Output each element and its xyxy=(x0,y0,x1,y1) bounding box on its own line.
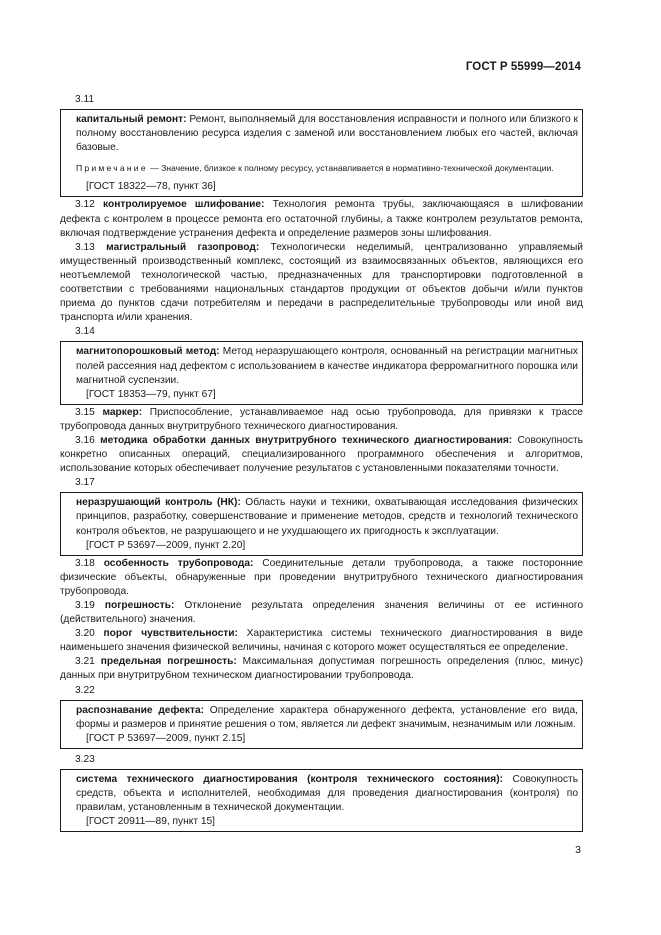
term: порог чувствительности: xyxy=(103,628,238,640)
source-reference: [ГОСТ 20911—89, пункт 15] xyxy=(86,816,215,828)
entry-number: 3.23 xyxy=(75,753,95,765)
term: система технического диагностирования (контроля технического состояния): xyxy=(76,774,504,786)
definition-paragraph xyxy=(60,627,583,655)
term: магнитопорошковый метод: xyxy=(76,346,220,358)
definition: Область науки и техники, охватывающая исследования физических принципов, разработку, совершенствование и применение методов, средств и технологий технического контроля объектов, не разрушающего и не ухудшающего их пригодность к эксплуатации. xyxy=(76,497,578,537)
entry-number: 3.12 xyxy=(75,199,95,211)
entry-number: 3.15 xyxy=(75,406,95,418)
definition-text xyxy=(76,704,578,732)
quoted-definition-box xyxy=(60,700,583,749)
definition: Метод неразрушающего контроля, основанный на регистрации магнитных полей рассеяния над дефектом с использованием в качестве индикатора ферромагнитного порошка или магнитной суспензии. xyxy=(76,346,578,386)
quoted-definition-box xyxy=(60,341,583,404)
term: маркер: xyxy=(102,406,143,418)
term: контролируемое шлифование: xyxy=(103,199,265,211)
entry-number: 3.14 xyxy=(75,326,95,338)
definition-text xyxy=(76,496,578,538)
term: распознавание дефекта: xyxy=(76,704,205,716)
entry-number: 3.19 xyxy=(75,600,95,611)
term: особенность трубопровода: xyxy=(103,557,254,569)
definition-paragraph xyxy=(60,434,583,476)
page-number: 3 xyxy=(575,844,581,856)
quoted-definition-box xyxy=(60,769,583,832)
definition: Ремонт, выполняемый для восстановления исправности и полного или близкого к полному восстановлению ресурса изделия с заменой или восстановлением любых его частей, включая базовые. xyxy=(76,114,578,154)
definition: Приспособление, устанавливаемое над осью трубопровода, для привязки к трассе трубопровода данных внутритрубного технического диагностирования. xyxy=(60,406,583,432)
document-number: ГОСТ Р 55999—2014 xyxy=(465,61,581,73)
definition: Соединительные детали трубопровода, а также посторонние физические объекты, обнаруженные при проведении внутритрубного технического диагностирования трубопровода. xyxy=(60,557,583,597)
note xyxy=(76,162,578,174)
page-content xyxy=(60,93,583,833)
definition-paragraph xyxy=(60,655,583,683)
quoted-definition-box xyxy=(60,109,583,197)
definition: Технология ремонта трубы, заключающаяся в шлифовании дефекта с контролем в процессе ремонта его остаточной глубины, а также контролем результатов ремонта, включая подтверждение устранения дефекта и определение размеров зоны шлифования. xyxy=(60,199,584,239)
definition-text xyxy=(76,345,578,387)
definition: Характеристика системы технического диагностирования в виде наименьшего значения физической величины, начиная с которого может осуществляться ее определение. xyxy=(60,628,583,654)
entry-number: 3.20 xyxy=(75,628,95,640)
definition-text xyxy=(76,773,578,815)
definition-text xyxy=(76,113,578,155)
term: магистральный газопровод: xyxy=(106,241,260,253)
definition-paragraph xyxy=(60,557,583,599)
definition-paragraph xyxy=(60,599,583,627)
entry-number: 3.18 xyxy=(75,557,95,569)
term: погрешность: xyxy=(104,600,175,611)
note-text: — Значение, близкое к полному ресурсу, устанавливается в нормативно-технической документации. xyxy=(147,163,554,174)
entry-number: 3.13 xyxy=(75,241,95,253)
definition-paragraph xyxy=(60,406,583,434)
quoted-definition-box xyxy=(60,492,583,555)
entry-number: 3.16 xyxy=(75,434,95,446)
definition: Технологически неделимый, централизованно управляемый имущественный производственный комплекс, состоящий из взаимосвязанных объектов, являющихся его неотъемлемой технологической частью, предназначенных для транспортировки подготовленной в соответствии с требованиями национальных стандартов продукции от объектов добычи и/или пунктов приема до пунктов сдачи потребителям и передачи в распределительные трубопроводы или иной вид транспорта и/или хранения. xyxy=(60,241,583,324)
definition: Совокупность конкретно описанных операций, специализированного программного обеспечения и алгоритмов, использование которых обеспечивает получение результатов с установленными показателями точности. xyxy=(60,434,583,475)
definition: Определение характера обнаруженного дефекта, установление его вида, формы и размеров и принятие решения о том, является ли дефект значимым, незначимым или ложным. xyxy=(76,704,578,730)
source-reference: [ГОСТ Р 53697—2009, пункт 2.15] xyxy=(86,732,246,744)
entry-number: 3.21 xyxy=(75,656,95,668)
entry-number: 3.17 xyxy=(75,477,95,489)
source-reference: [ГОСТ Р 53697—2009, пункт 2.20] xyxy=(86,539,246,551)
source-reference: [ГОСТ 18322—78, пункт 36] xyxy=(86,181,216,193)
term: методика обработки данных внутритрубного технического диагностирования: xyxy=(100,434,513,446)
definition-paragraph xyxy=(60,241,583,326)
source-reference: [ГОСТ 18353—79, пункт 67] xyxy=(86,388,216,400)
term: капитальный ремонт: xyxy=(76,114,187,126)
term: предельная погрешность: xyxy=(100,656,237,668)
definition-paragraph xyxy=(60,198,583,240)
note-label: Примечание xyxy=(76,163,148,174)
entry-number: 3.11 xyxy=(75,94,95,105)
term: неразрушающий контроль (НК): xyxy=(76,497,241,509)
entry-number: 3.22 xyxy=(75,684,95,696)
definition: Отклонение результата определения значения величины от ее истинного (действительного) значения. xyxy=(60,600,583,626)
definition: Максимальная допустимая погрешность определения (плюс, минус) данных при внутритрубном техническом диагностировании трубопровода. xyxy=(60,656,583,682)
definition: Совокупность средств, объекта и исполнителей, необходимая для проведения диагностирования (контроля) по правилам, установленным в технической документации. xyxy=(76,774,578,814)
